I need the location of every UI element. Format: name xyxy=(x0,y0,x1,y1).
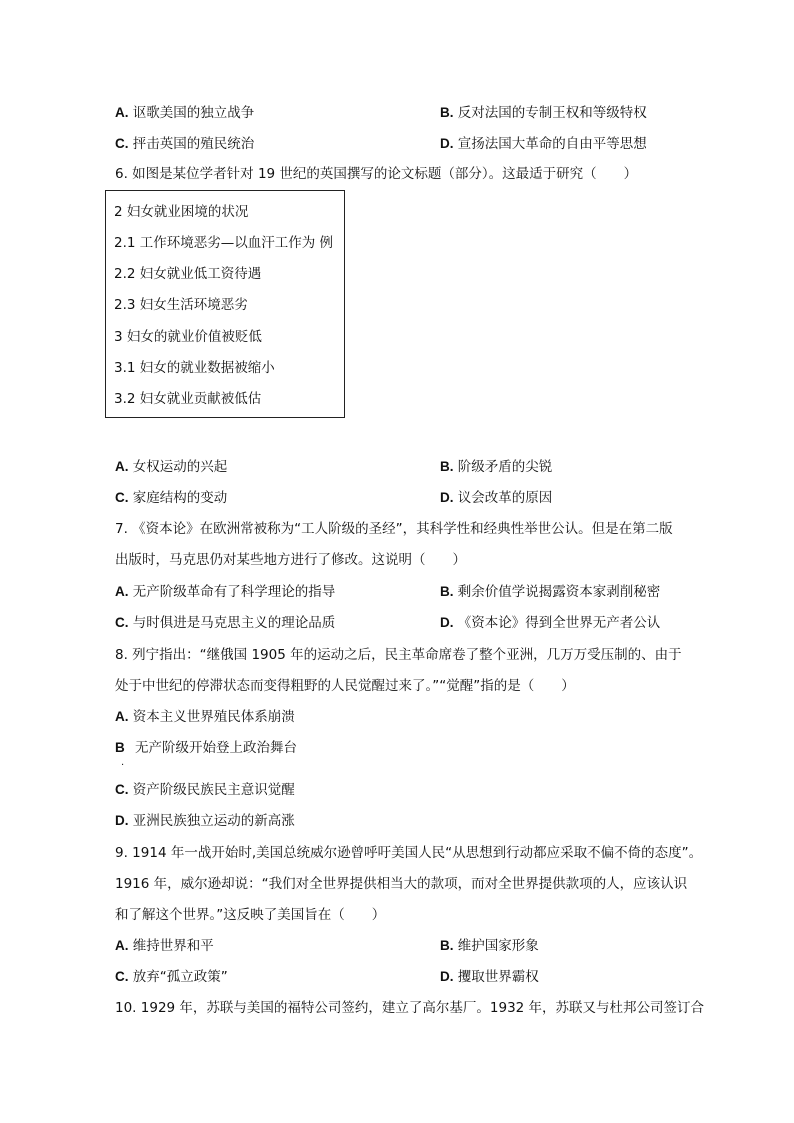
option-text: 攫取世界霸权 xyxy=(457,969,539,985)
option-label: B. xyxy=(440,105,454,120)
option-text: 宣扬法国大革命的自由平等思想 xyxy=(457,136,647,152)
option-label: D. xyxy=(440,615,454,630)
option-text: 无产阶级革命有了科学理论的指导 xyxy=(132,584,336,600)
q7-option-c xyxy=(115,613,335,633)
q5-option-b xyxy=(440,103,647,123)
toc-line: 3.1 妇女的就业数据被缩小 xyxy=(114,360,275,376)
option-text: 亚洲民族独立运动的新高涨 xyxy=(132,813,295,829)
option-text: 讴歌美国的独立战争 xyxy=(132,105,255,121)
option-label: B. xyxy=(440,938,454,953)
option-label: D. xyxy=(115,813,129,828)
q10-stem-line-1: 10. 1929 年，苏联与美国的福特公司签约，建立了高尔基厂。1932 年，苏联又与杜邦公司签订合 xyxy=(115,1000,705,1016)
option-label: C. xyxy=(115,490,129,505)
q7-option-a xyxy=(115,582,335,602)
q5-option-a xyxy=(115,103,254,123)
option-text: 资本主义世界殖民体系崩溃 xyxy=(132,709,295,725)
q8-option-d xyxy=(115,811,295,831)
q9-stem-line-3: 和了解这个世界。”这反映了美国旨在（ ） xyxy=(115,907,386,923)
option-text: 与时俱进是马克思主义的理论品质 xyxy=(132,615,336,631)
option-label: D. xyxy=(440,969,454,984)
option-text: 反对法国的专制王权和等级特权 xyxy=(457,105,647,121)
option-text: 家庭结构的变动 xyxy=(132,490,228,506)
q6-option-d xyxy=(440,488,552,508)
option-label: C. xyxy=(115,782,129,797)
toc-line: 2.3 妇女生活环境恶劣 xyxy=(114,297,248,313)
q8-option-c xyxy=(115,780,295,800)
q9-option-d xyxy=(440,967,539,987)
q8-stem-line-2: 处于中世纪的停滞状态而变得粗野的人民觉醒过来了。”“觉醒”指的是（ ） xyxy=(115,678,575,694)
option-label: A. xyxy=(115,105,129,120)
option-label: D. xyxy=(440,490,454,505)
option-label: A. xyxy=(115,938,129,953)
q7-option-d xyxy=(440,613,660,633)
q6-stem: 6. 如图是某位学者针对 19 世纪的英国撰写的论文标题（部分）。这最适于研究（ ） xyxy=(115,166,638,182)
toc-line: 2.1 工作环境恶劣—以血汗工作为 例 xyxy=(114,235,334,251)
q9-stem-line-2: 1916 年，威尔逊却说：“我们对全世界提供相当大的款项，而对全世界提供款项的人，应该认识 xyxy=(115,876,688,892)
option-label: A. xyxy=(115,584,129,599)
option-text: 抨击英国的殖民统治 xyxy=(132,136,255,152)
q6-option-c xyxy=(115,488,227,508)
option-text: 剩余价值学说揭露资本家剥削秘密 xyxy=(457,584,661,600)
option-text: 女权运动的兴起 xyxy=(132,459,228,475)
q8-option-a xyxy=(115,707,295,727)
option-text: 维护国家形象 xyxy=(457,938,539,954)
toc-line: 2 妇女就业困境的状况 xyxy=(114,204,249,220)
option-label: A. xyxy=(115,709,129,724)
option-text: 阶级矛盾的尖锐 xyxy=(457,459,553,475)
option-text: 放弃“孤立政策” xyxy=(132,969,228,985)
stray-dot: · xyxy=(121,760,125,771)
q6-option-b xyxy=(440,457,552,477)
option-text: 维持世界和平 xyxy=(132,938,214,954)
option-label: B. xyxy=(440,459,454,474)
option-label: C. xyxy=(115,615,129,630)
option-text: 资产阶级民族民主意识觉醒 xyxy=(132,782,295,798)
option-label: B xyxy=(115,740,125,755)
option-label: B. xyxy=(440,584,454,599)
q7-stem-line-1: 7. 《资本论》在欧洲常被称为“工人阶级的圣经”，其科学性和经典性举世公认。但是在第二版 xyxy=(115,521,673,537)
q6-toc-box xyxy=(105,190,345,418)
q5-option-c xyxy=(115,134,254,154)
option-label: C. xyxy=(115,136,129,151)
toc-line: 2.2 妇女就业低工资待遇 xyxy=(114,266,262,282)
option-label: A. xyxy=(115,459,129,474)
q6-option-a xyxy=(115,457,227,477)
q8-stem-line-1: 8. 列宁指出：“继俄国 1905 年的运动之后，民主革命席卷了整个亚洲，几万万受压制的、由于 xyxy=(115,647,682,663)
toc-line: 3.2 妇女就业贡献被低估 xyxy=(114,391,262,407)
q9-option-c xyxy=(115,967,228,987)
q7-stem-line-2: 出版时，马克思仍对某些地方进行了修改。这说明（ ） xyxy=(115,552,466,568)
q9-option-a xyxy=(115,936,214,956)
q5-option-d xyxy=(440,134,647,154)
option-text: 《资本论》得到全世界无产者公认 xyxy=(457,615,661,631)
toc-line: 3 妇女的就业价值被贬低 xyxy=(114,329,262,345)
option-label: D. xyxy=(440,136,454,151)
option-text: 议会改革的原因 xyxy=(457,490,553,506)
option-text: 无产阶级开始登上政治舞台 xyxy=(135,740,298,756)
q8-option-b xyxy=(115,738,297,758)
q9-stem-line-1: 9. 1914 年一战开始时,美国总统威尔逊曾呼吁美国人民“从思想到行动都应采取不偏不倚的态度”。 xyxy=(115,845,703,861)
q7-option-b xyxy=(440,582,660,602)
option-label: C. xyxy=(115,969,129,984)
q9-option-b xyxy=(440,936,539,956)
